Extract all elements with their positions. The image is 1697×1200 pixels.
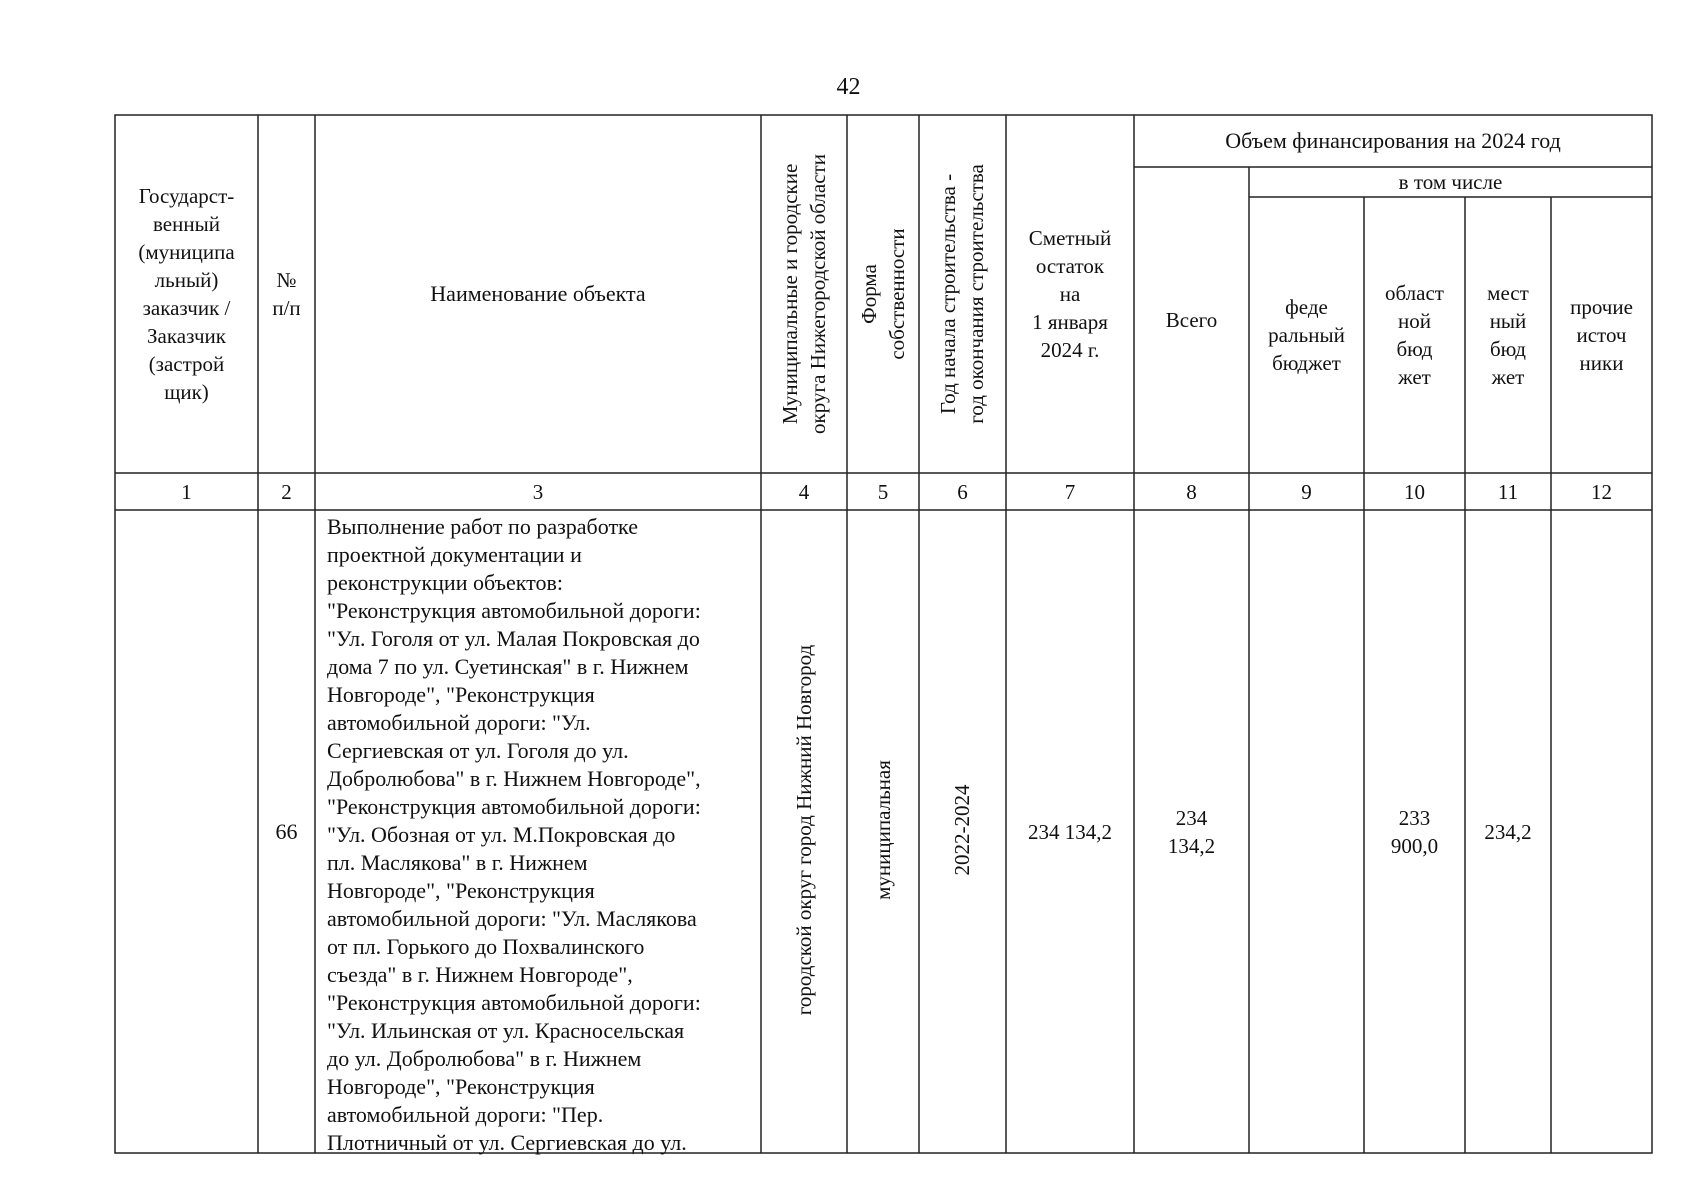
row-number: 66: [275, 818, 298, 844]
row-estimate-remainder: 234 134,2: [1028, 819, 1112, 844]
row-other-sources: [1551, 510, 1652, 1153]
header-federal-budget: феде ральный бюджет: [1268, 295, 1345, 375]
row-federal-budget: [1249, 510, 1364, 1153]
column-number-11: 11: [1497, 479, 1519, 504]
page-number: 42: [836, 74, 861, 100]
header-including: в том числе: [1398, 170, 1503, 194]
header-regional-budget: област ной бюд жет: [1385, 281, 1444, 389]
row-total: 234 134,2: [1167, 805, 1216, 858]
header-total: Всего: [1165, 308, 1218, 332]
column-number-10: 10: [1404, 479, 1425, 504]
column-number-1: 1: [181, 479, 192, 504]
header-municipality: Муниципальные и городские округа Нижегородской области: [778, 154, 830, 434]
column-number-4: 4: [798, 479, 810, 504]
column-number-5: 5: [877, 479, 889, 504]
column-number-8: 8: [1186, 479, 1197, 504]
header-row-number: № п/п: [272, 268, 301, 320]
column-number-7: 7: [1064, 479, 1076, 504]
header-local-budget: мест ный бюд жет: [1487, 281, 1529, 389]
header-estimate-remainder: Сметный остаток на 1 января 2024 г.: [1028, 226, 1112, 362]
column-number-9: 9: [1301, 479, 1312, 504]
header-customer: Государст- венный (муниципа льный) заказчик / Заказчик (застрой щик): [138, 184, 235, 404]
column-number-2: 2: [281, 479, 292, 504]
header-other-sources: прочие источ ники: [1570, 295, 1633, 375]
column-number-6: 6: [957, 479, 968, 504]
row-customer: [115, 510, 258, 1153]
row-object-name: Выполнение работ по разработке проектной документации и реконструкции объектов: "Реконструкция автомобильной дороги: "Ул. Гоголя от ул. Малая Покровская до дома 7 по ул. Суетинская" в г. Нижнем Новгороде", "Реконструкция автомобильной дороги: "Ул. Сергиевская от ул. Гоголя до ул. Добролюбова" в г. Нижнем Новгороде", "Реконструкция автомобильной дороги: "Ул. Обозная от ул. М.Покровская до пл. Маслякова" в г. Нижнем Новгороде", "Реконструкция автомобильной дороги: "Ул. Маслякова от пл. Горького до Похвалинского съезда" в г. Нижнем Новгороде", "Реконструкция автомобильной дороги: "Ул. Ильинская от ул. Красносельская до ул. Добролюбова" в г. Нижнем Новгороде", "Реконструкция автомобильной дороги: "Пер. Плотничный от ул. Сергиевская до ул.: [327, 514, 701, 1155]
row-construction-years: 2022-2024: [950, 784, 974, 876]
row-regional-budget: 233 900,0: [1390, 805, 1439, 858]
row-ownership: муниципальная: [871, 760, 895, 900]
column-number-12: 12: [1591, 479, 1612, 504]
column-number-3: 3: [532, 479, 544, 504]
header-object-name: Наименование объекта: [430, 281, 646, 306]
header-construction-years: Год начала строительства - год окончания строительства: [936, 164, 988, 424]
header-ownership: Форма собственности: [857, 228, 909, 360]
header-funding-group: Объем финансирования на 2024 год: [1225, 128, 1561, 153]
row-local-budget: 234,2: [1484, 819, 1532, 844]
row-municipality: городской округ город Нижний Новгород: [792, 644, 816, 1016]
